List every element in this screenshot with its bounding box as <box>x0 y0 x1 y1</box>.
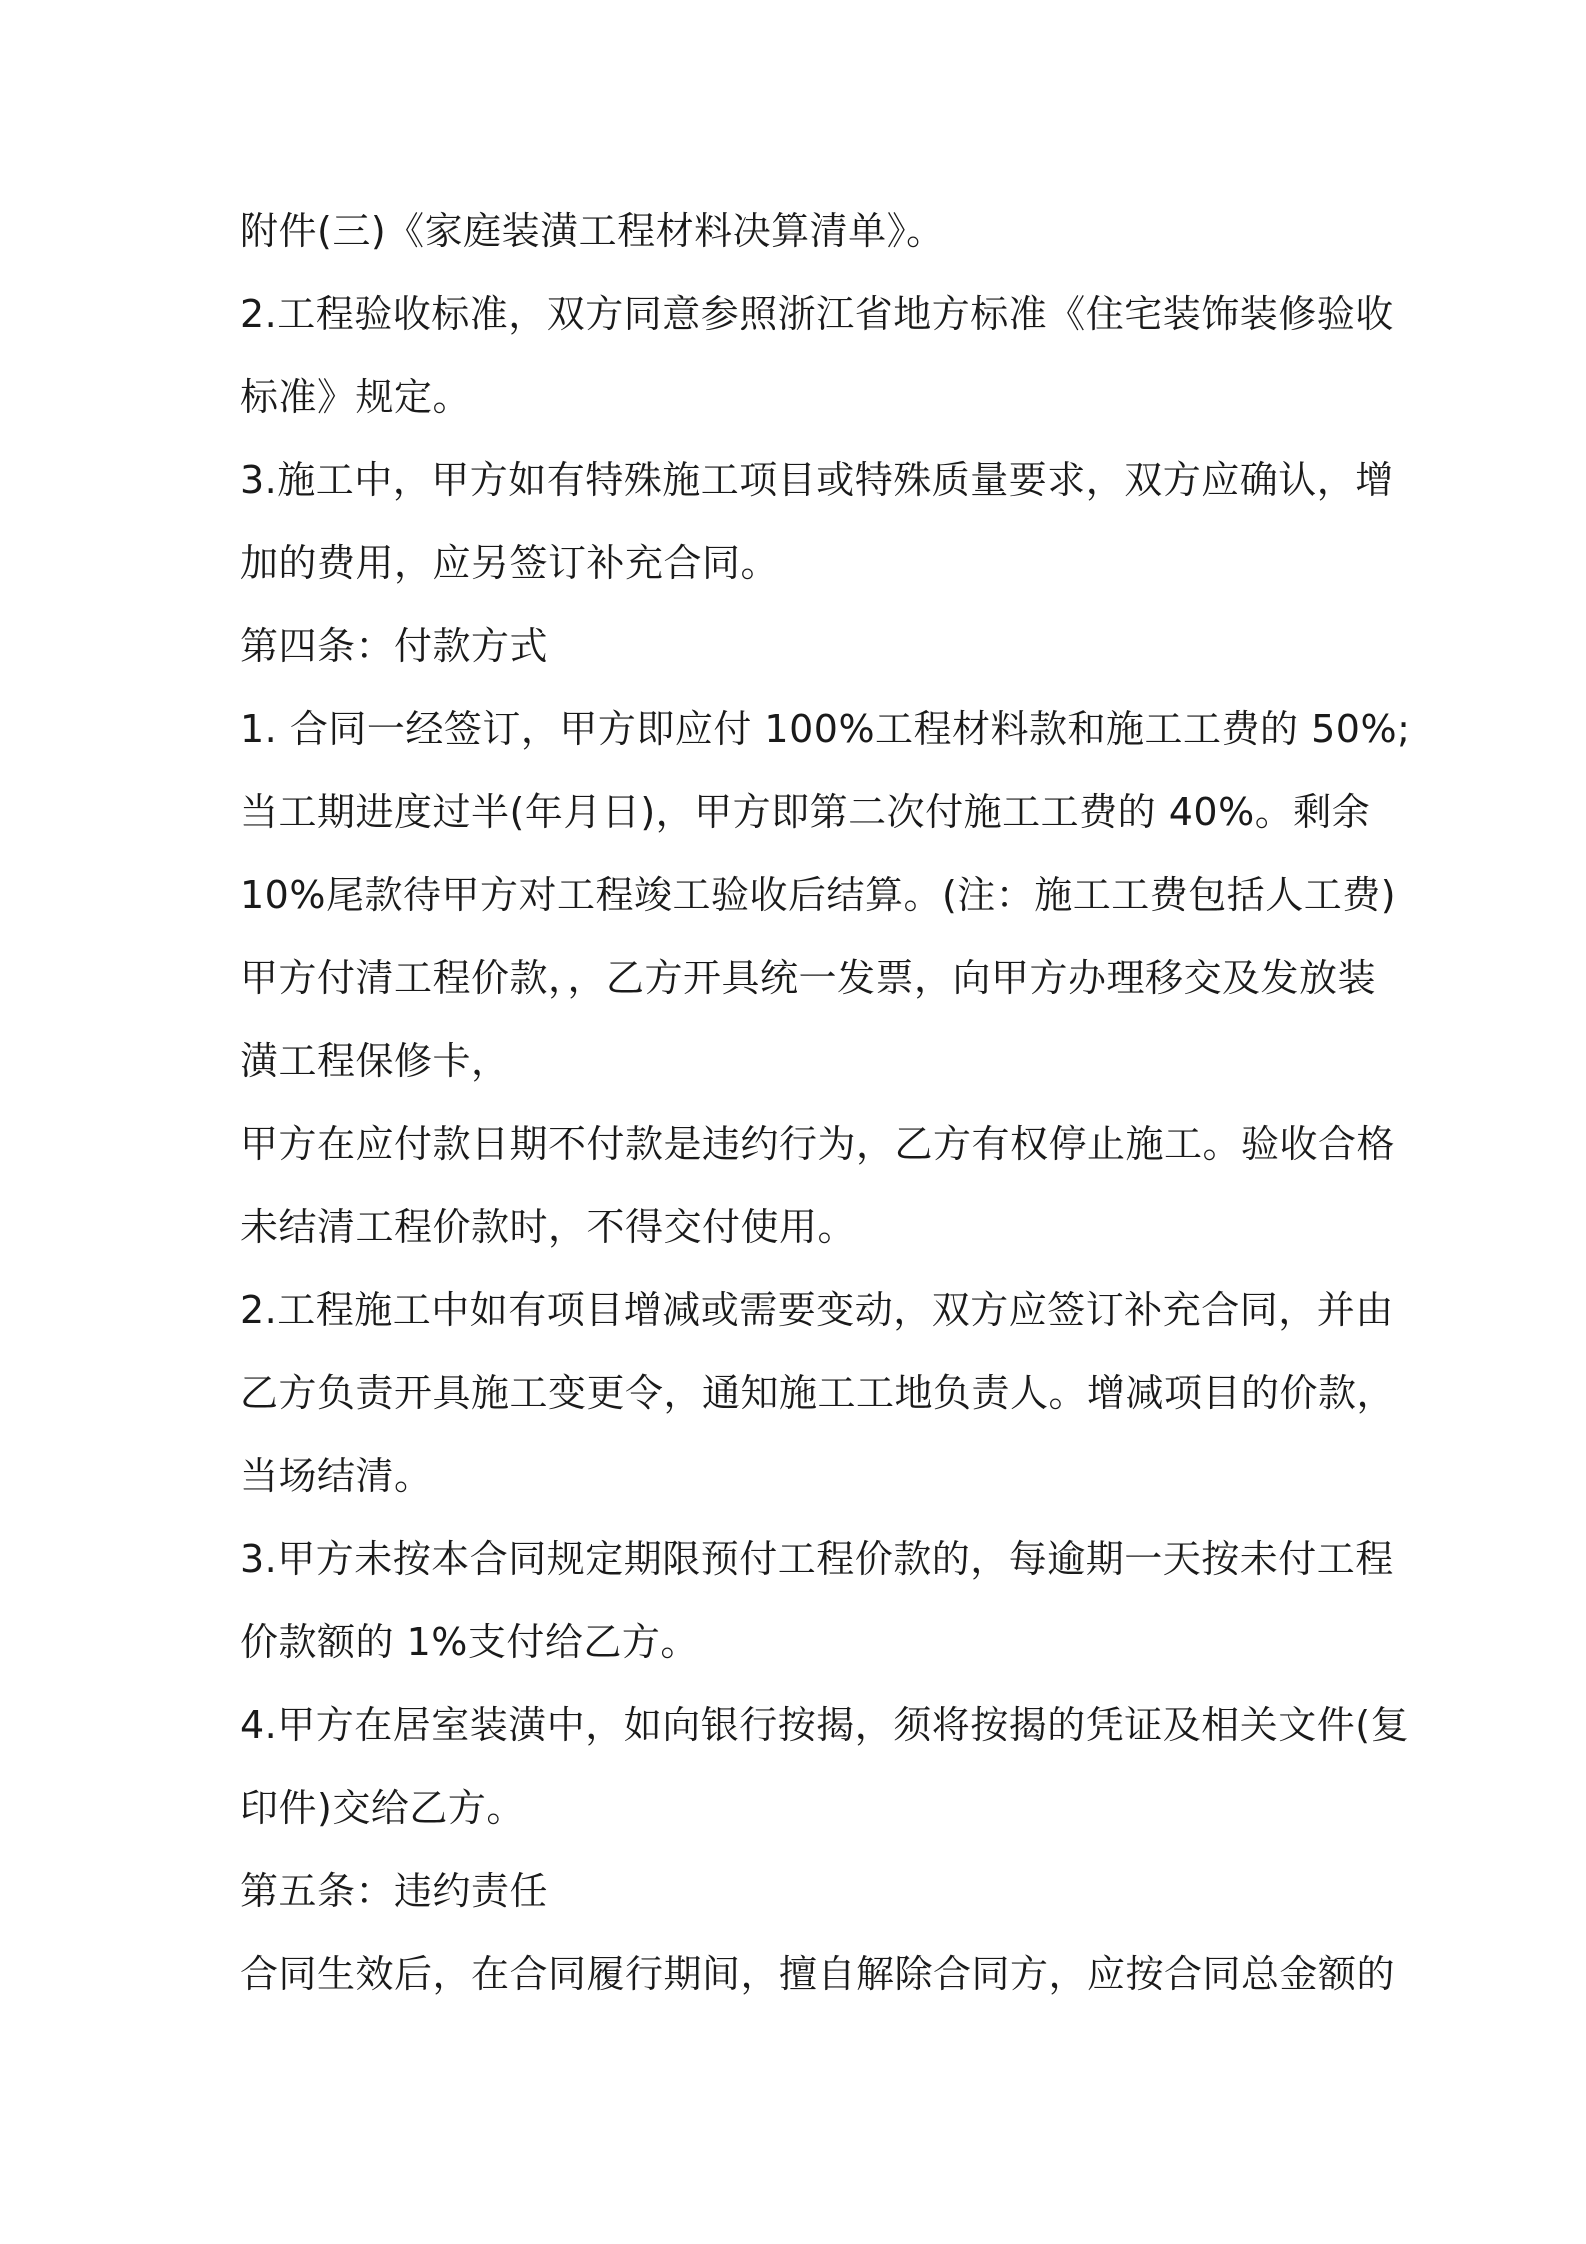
section-heading: 第四条：付款方式 <box>240 624 549 668</box>
text-line: 当场结清。 <box>240 1454 433 1498</box>
section-heading: 第五条：违约责任 <box>240 1869 549 1913</box>
text-line: 2.工程施工中如有项目增减或需要变动，双方应签订补充合同，并由 <box>240 1288 1394 1332</box>
text-line: 合同生效后，在合同履行期间，擅自解除合同方，应按合同总金额的 <box>240 1952 1396 1996</box>
text-line: 印件)交给乙方。 <box>240 1786 525 1830</box>
text-line: 附件(三)《家庭装潢工程材料决算清单》。 <box>240 209 945 253</box>
text-line: 1. 合同一经签订，甲方即应付 100%工程材料款和施工工费的 50%; <box>240 707 1411 751</box>
text-line: 价款额的 1%支付给乙方。 <box>240 1620 699 1664</box>
text-line: 潢工程保修卡， <box>240 1039 510 1083</box>
text-line: 4.甲方在居室装潢中，如向银行按揭，须将按揭的凭证及相关文件(复 <box>240 1703 1410 1747</box>
text-line: 2.工程验收标准，双方同意参照浙江省地方标准《住宅装饰装修验收 <box>240 292 1394 336</box>
text-line: 乙方负责开具施工变更令，通知施工工地负责人。增减项目的价款， <box>240 1371 1396 1415</box>
document-body <box>240 190 1411 2016</box>
text-line: 未结清工程价款时，不得交付使用。 <box>240 1205 857 1249</box>
text-line: 10%尾款待甲方对工程竣工验收后结算。(注：施工工费包括人工费) <box>240 873 1397 917</box>
text-line: 加的费用，应另签订补充合同。 <box>240 541 780 585</box>
text-line: 甲方付清工程价款，，乙方开具统一发票，向甲方办理移交及发放装 <box>240 956 1377 1000</box>
text-line: 当工期进度过半(年月日)，甲方即第二次付施工工费的 40%。剩余 <box>240 790 1371 834</box>
text-line: 3.施工中，甲方如有特殊施工项目或特殊质量要求，双方应确认，增 <box>240 458 1394 502</box>
text-line: 3.甲方未按本合同规定期限预付工程价款的，每逾期一天按未付工程 <box>240 1537 1394 1581</box>
text-line: 标准》规定。 <box>240 375 472 419</box>
text-line: 甲方在应付款日期不付款是违约行为，乙方有权停止施工。验收合格 <box>240 1122 1396 1166</box>
